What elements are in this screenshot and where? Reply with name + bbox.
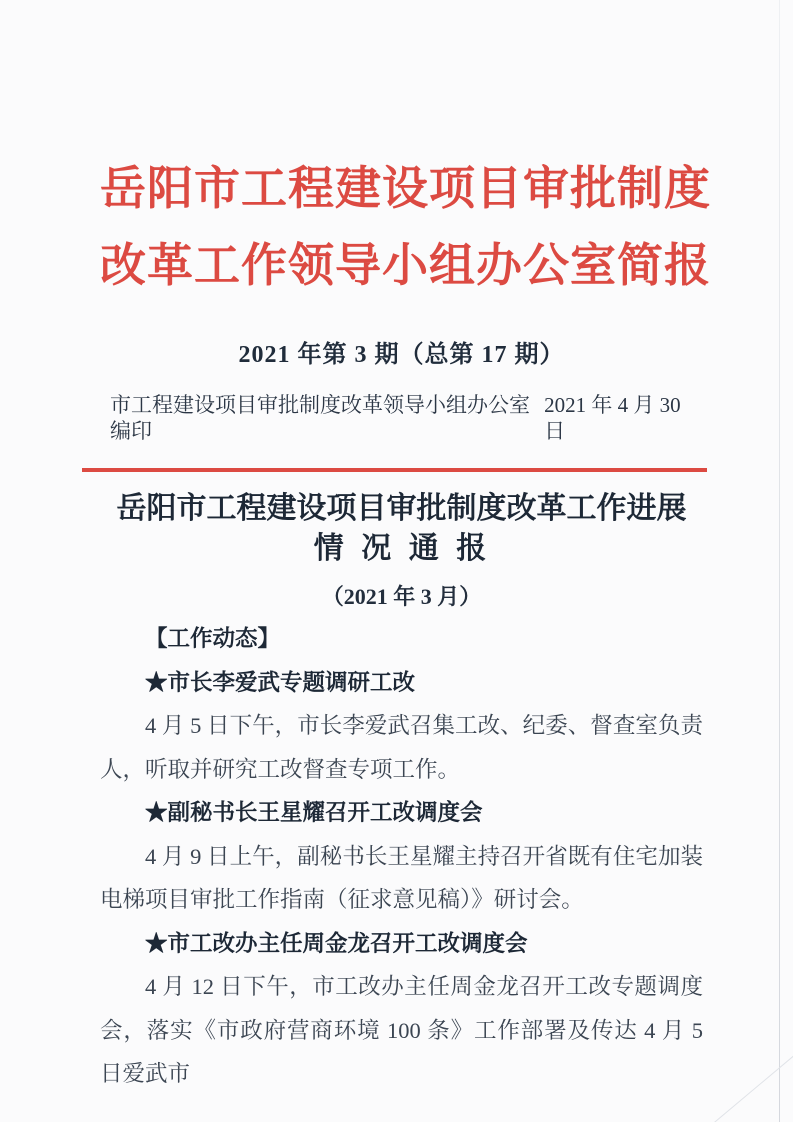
publisher-row <box>100 392 703 444</box>
report-heading-line-1: 岳阳市工程建设项目审批制度改革工作进展 <box>116 492 687 525</box>
bulletin-title-line-1: 岳阳市工程建设项目审批制度 <box>100 163 711 214</box>
bulletin-title-line-2: 改革工作领导小组办公室简报 <box>100 240 711 291</box>
news-item-body: 4 月 9 日上午，副秘书长王星耀主持召开省既有住宅加装电梯项目审批工作指南（征求意见稿）》研讨会。 <box>100 843 703 912</box>
news-item-headline: ★市工改办主任周金龙召开工改调度会 <box>145 930 528 956</box>
news-item <box>100 922 703 1096</box>
bulletin-title <box>100 0 711 304</box>
report-period-date: （2021 年 3 月） <box>321 584 482 609</box>
report-body <box>100 617 703 1096</box>
publisher-name: 市工程建设项目审批制度改革领导小组办公室编印 <box>110 393 530 443</box>
section-label-work-dynamics: 【工作动态】 <box>145 626 281 651</box>
news-item-headline: ★市长李爱武专题调研工改 <box>145 669 416 695</box>
publish-date: 2021 年 4 月 30 日 <box>544 393 681 443</box>
report-heading-line-2: 情 况 通 报 <box>313 532 490 565</box>
news-item-body: 4 月 5 日下午，市长李爱武召集工改、纪委、督查室负责人，听取并研究工改督查专项工作。 <box>100 713 703 782</box>
issue-number-line: 2021 年第 3 期（总第 17 期） <box>238 342 565 368</box>
red-divider-rule <box>82 468 707 472</box>
news-item <box>100 791 703 922</box>
news-item <box>100 661 703 792</box>
news-item-body: 4 月 12 日下午，市工改办主任周金龙召开工改专题调度会，落实《市政府营商环境 100 条》工作部署及传达 4 月 5 日爱武市 <box>100 974 703 1086</box>
news-item-headline: ★副秘书长王星耀召开工改调度会 <box>145 800 483 825</box>
